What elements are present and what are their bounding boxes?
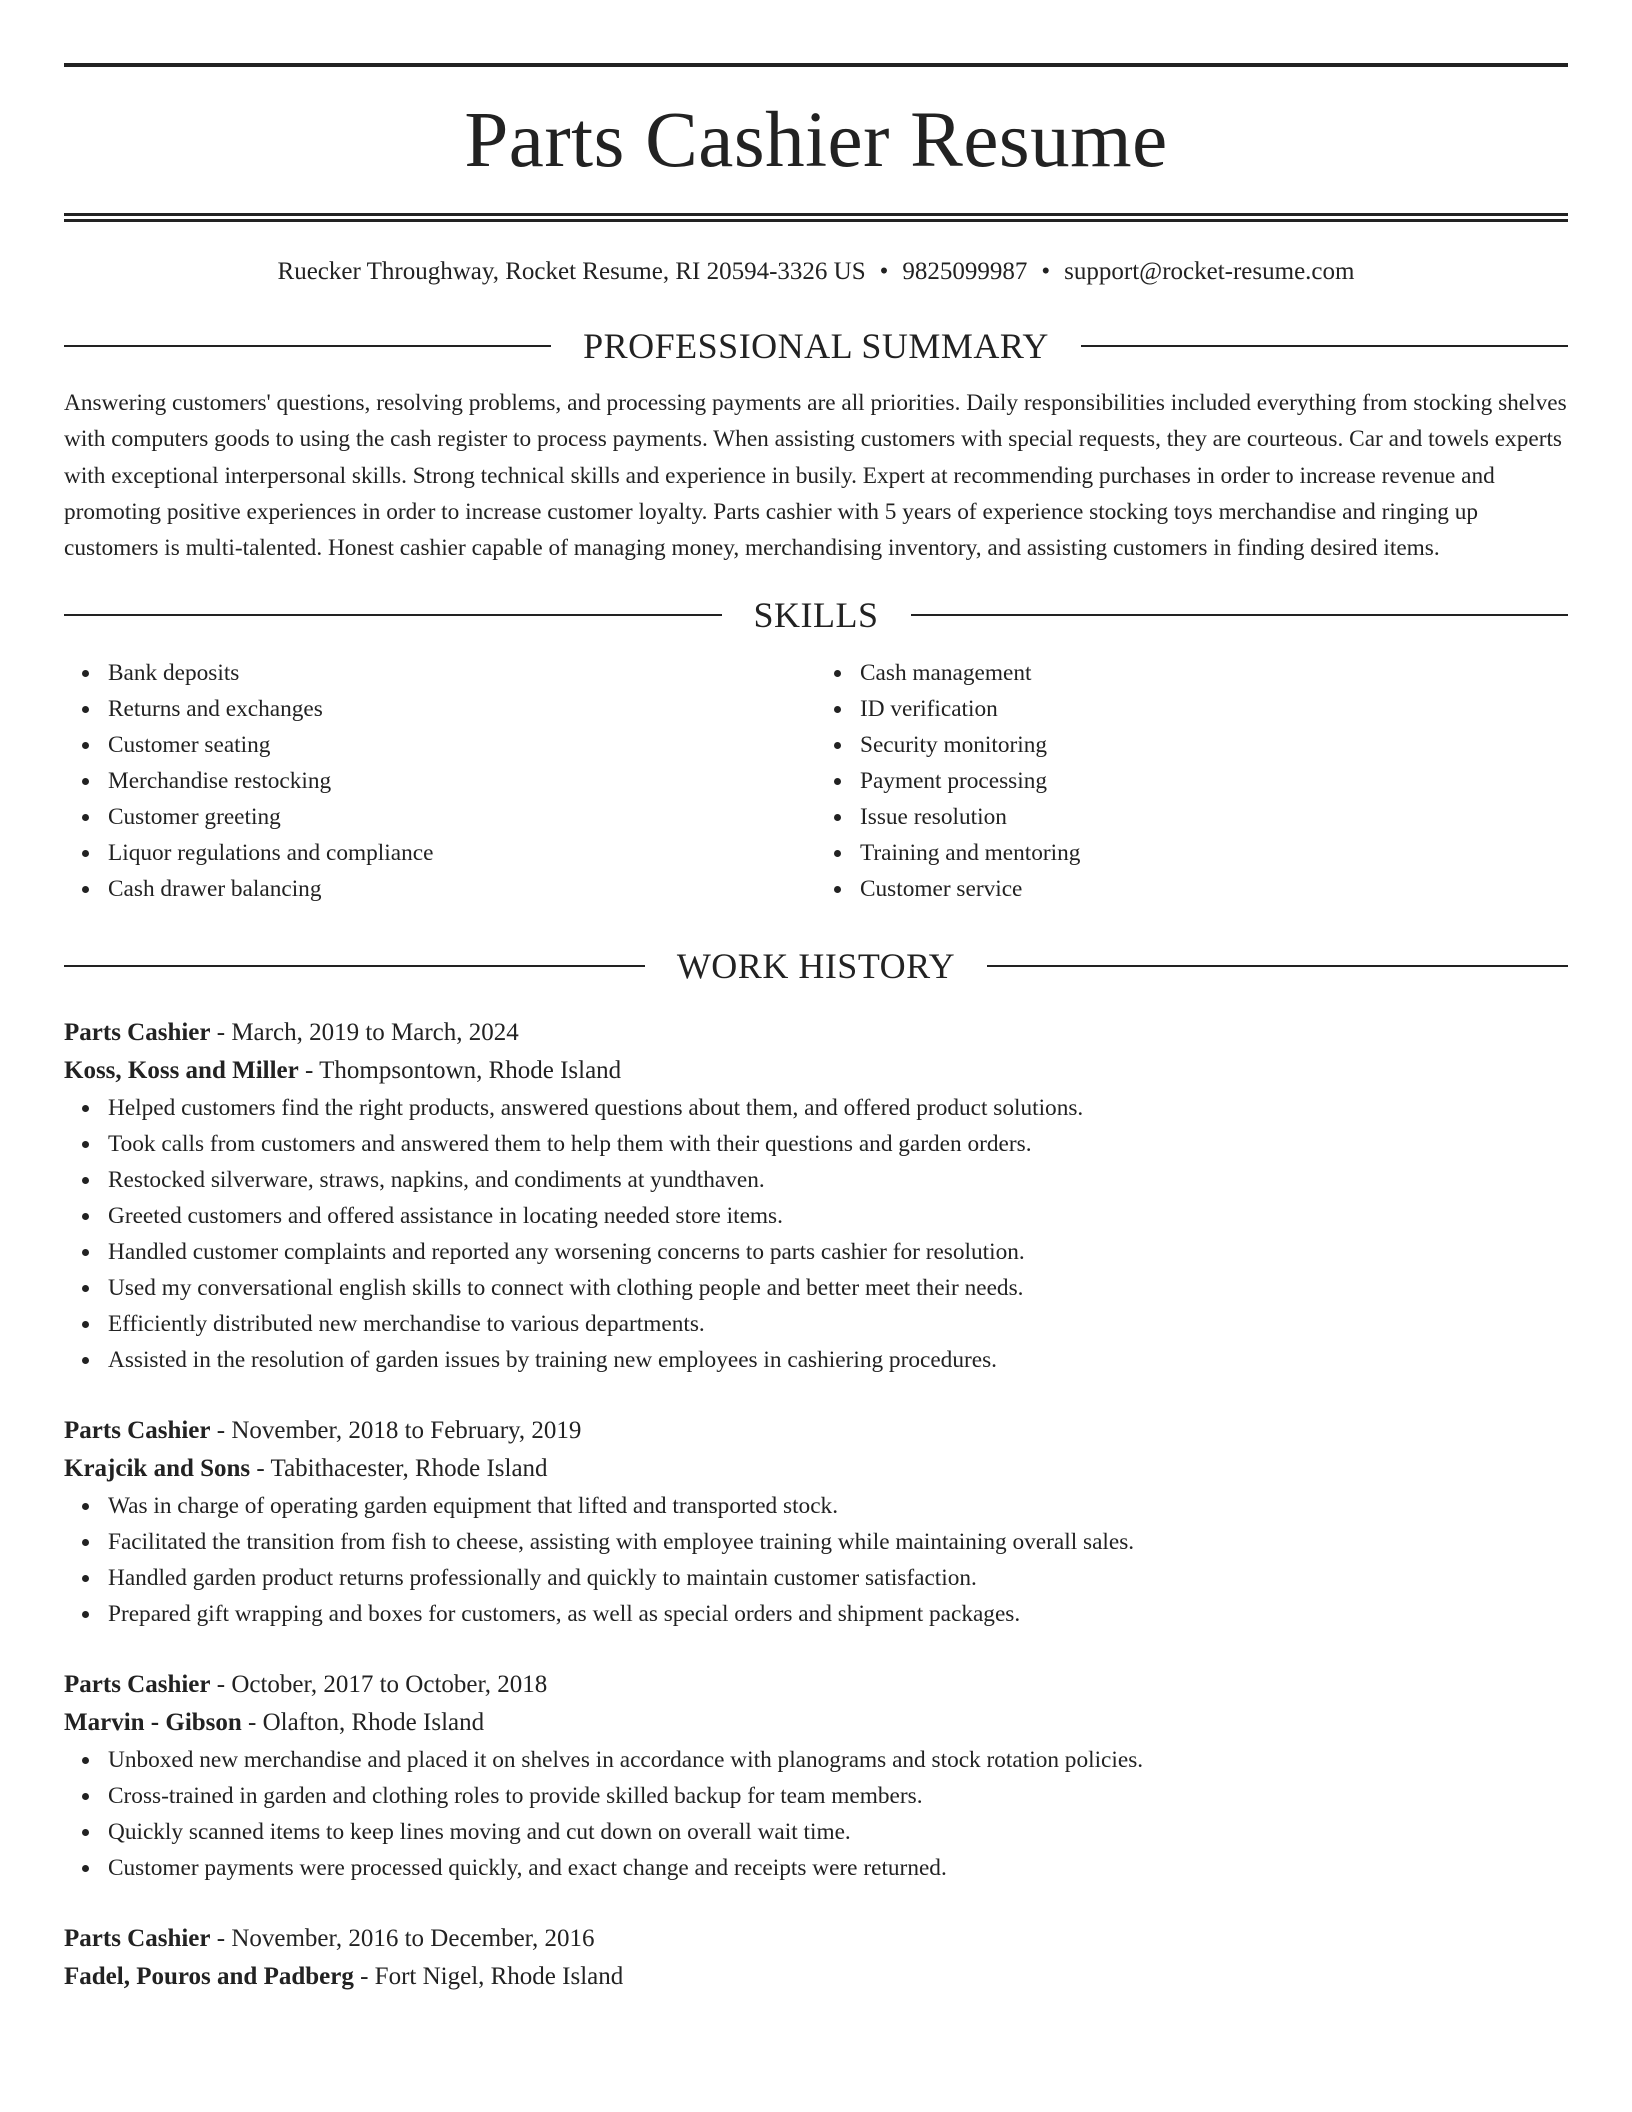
job-duty-item: Facilitated the transition from fish to cheese, assisting with employee training while maintaining overall sales. <box>108 1524 1568 1560</box>
job-company: Krajcik and Sons <box>64 1455 251 1483</box>
job-duty-item: Helped customers find the right products, answered questions about them, and offered product solutions. <box>108 1090 1568 1126</box>
skill-item: Cash management <box>860 655 1568 691</box>
job-duty-item: Restocked silverware, straws, napkins, and condiments at yundthaven. <box>108 1162 1568 1198</box>
skills-column-right <box>816 655 1568 907</box>
job-title-line <box>64 1014 1568 1052</box>
title-top-rule <box>64 63 1568 67</box>
job-company-line <box>64 1704 1568 1742</box>
job-duties-list <box>64 1488 1568 1632</box>
heading-rule-right <box>987 965 1568 967</box>
job-company-line <box>64 1450 1568 1488</box>
job-duty-item: Used my conversational english skills to connect with clothing people and better meet their needs. <box>108 1270 1568 1306</box>
job-title: Parts Cashier <box>64 1019 211 1047</box>
skill-item: Issue resolution <box>860 799 1568 835</box>
skill-item: Customer seating <box>108 727 816 763</box>
job-duties-list <box>64 1090 1568 1378</box>
job-location: - Tabithacester, Rhode Island <box>250 1455 548 1483</box>
job-entry <box>64 1014 1568 1378</box>
job-duty-item: Assisted in the resolution of garden issues by training new employees in cashiering procedures. <box>108 1342 1568 1378</box>
job-duty-item: Unboxed new merchandise and placed it on shelves in accordance with planograms and stock rotation policies. <box>108 1742 1568 1778</box>
skills-heading <box>64 595 1568 635</box>
contact-separator: • <box>879 258 889 285</box>
skill-item: Returns and exchanges <box>108 691 816 727</box>
skills-heading-label: SKILLS <box>753 595 879 636</box>
job-duty-item: Prepared gift wrapping and boxes for customers, as well as special orders and shipment packages. <box>108 1596 1568 1632</box>
contact-email: support@rocket-resume.com <box>1064 258 1355 285</box>
skill-item: Merchandise restocking <box>108 763 816 799</box>
contact-phone: 9825099987 <box>902 258 1028 285</box>
job-duty-item: Took calls from customers and answered them to help them with their questions and garden orders. <box>108 1126 1568 1162</box>
job-duty-item: Cross-trained in garden and clothing roles to provide skilled backup for team members. <box>108 1778 1568 1814</box>
job-dates: - November, 2016 to December, 2016 <box>210 1925 595 1953</box>
summary-heading <box>64 326 1568 366</box>
job-title: Parts Cashier <box>64 1925 211 1953</box>
skill-item: Cash drawer balancing <box>108 871 816 907</box>
job-title: Parts Cashier <box>64 1417 211 1445</box>
heading-rule-left <box>64 614 722 616</box>
job-entry <box>64 1412 1568 1632</box>
job-location: - Olafton, Rhode Island <box>241 1709 485 1737</box>
heading-rule-right <box>1081 345 1568 347</box>
job-duty-item: Efficiently distributed new merchandise to various departments. <box>108 1306 1568 1342</box>
heading-rule-left <box>64 965 645 967</box>
job-duty-item: Quickly scanned items to keep lines moving and cut down on overall wait time. <box>108 1814 1568 1850</box>
work-heading-label: WORK HISTORY <box>676 946 956 987</box>
summary-text: Answering customers' questions, resolving problems, and processing payments are all priorities. Daily responsibilities included everything from stocking shelves with computers goods to using the cash register to process payments. When assisting customers with special requests, they are courteous. Car and towels experts with exceptional interpersonal skills. Strong technical skills and experience in busily. Expert at recommending purchases in order to increase revenue and promoting positive experiences in order to increase customer loyalty. Parts cashier with 5 years of experience stocking toys merchandise and ringing up customers is multi-talented. Honest cashier capable of managing money, merchandising inventory, and assisting customers in finding desired items. <box>64 390 1567 562</box>
job-location: - Thompsontown, Rhode Island <box>298 1057 622 1085</box>
heading-rule-right <box>911 614 1569 616</box>
summary-heading-label: PROFESSIONAL SUMMARY <box>583 326 1049 366</box>
job-duties-list <box>64 1742 1568 1886</box>
skill-item: Payment processing <box>860 763 1568 799</box>
job-location: - Fort Nigel, Rhode Island <box>353 1963 624 1991</box>
job-title: Parts Cashier <box>64 1671 211 1699</box>
skill-item: Training and mentoring <box>860 835 1568 871</box>
contact-address: Ruecker Throughway, Rocket Resume, RI 20594-3326 US <box>277 258 866 285</box>
job-entry <box>64 1920 1568 1996</box>
contact-separator: • <box>1041 258 1051 285</box>
skills-grid <box>64 655 1568 907</box>
job-company: Koss, Koss and Miller <box>64 1057 299 1085</box>
heading-rule-left <box>64 345 551 347</box>
job-duty-item: Customer payments were processed quickly, and exact change and receipts were returned. <box>108 1850 1568 1886</box>
job-duty-item: Was in charge of operating garden equipment that lifted and transported stock. <box>108 1488 1568 1524</box>
job-company: Fadel, Pouros and Padberg <box>64 1963 354 1991</box>
skill-item: Bank deposits <box>108 655 816 691</box>
job-company: Marvin - Gibson <box>64 1709 242 1737</box>
job-duty-item: Handled garden product returns professionally and quickly to maintain customer satisfaction. <box>108 1560 1568 1596</box>
skill-item: Liquor regulations and compliance <box>108 835 816 871</box>
job-title-line <box>64 1920 1568 1958</box>
contact-line <box>64 256 1568 288</box>
job-duty-item: Handled customer complaints and reported any worsening concerns to parts cashier for resolution. <box>108 1234 1568 1270</box>
job-duty-item: Greeted customers and offered assistance in locating needed store items. <box>108 1198 1568 1234</box>
skill-item: Security monitoring <box>860 727 1568 763</box>
job-company-line <box>64 1052 1568 1090</box>
skill-item: Customer service <box>860 871 1568 907</box>
skills-column-left <box>64 655 816 907</box>
job-dates: - November, 2018 to February, 2019 <box>210 1417 582 1445</box>
work-heading <box>64 946 1568 986</box>
skill-item: Customer greeting <box>108 799 816 835</box>
job-title-line <box>64 1412 1568 1450</box>
job-entry <box>64 1666 1568 1886</box>
title-double-rule <box>64 213 1568 222</box>
skill-item: ID verification <box>860 691 1568 727</box>
job-company-line <box>64 1958 1568 1996</box>
job-dates: - October, 2017 to October, 2018 <box>210 1671 548 1699</box>
resume-title: Parts Cashier Resume <box>464 97 1168 184</box>
job-dates: - March, 2019 to March, 2024 <box>210 1019 519 1047</box>
job-title-line <box>64 1666 1568 1704</box>
work-history-list <box>64 1014 1568 1996</box>
